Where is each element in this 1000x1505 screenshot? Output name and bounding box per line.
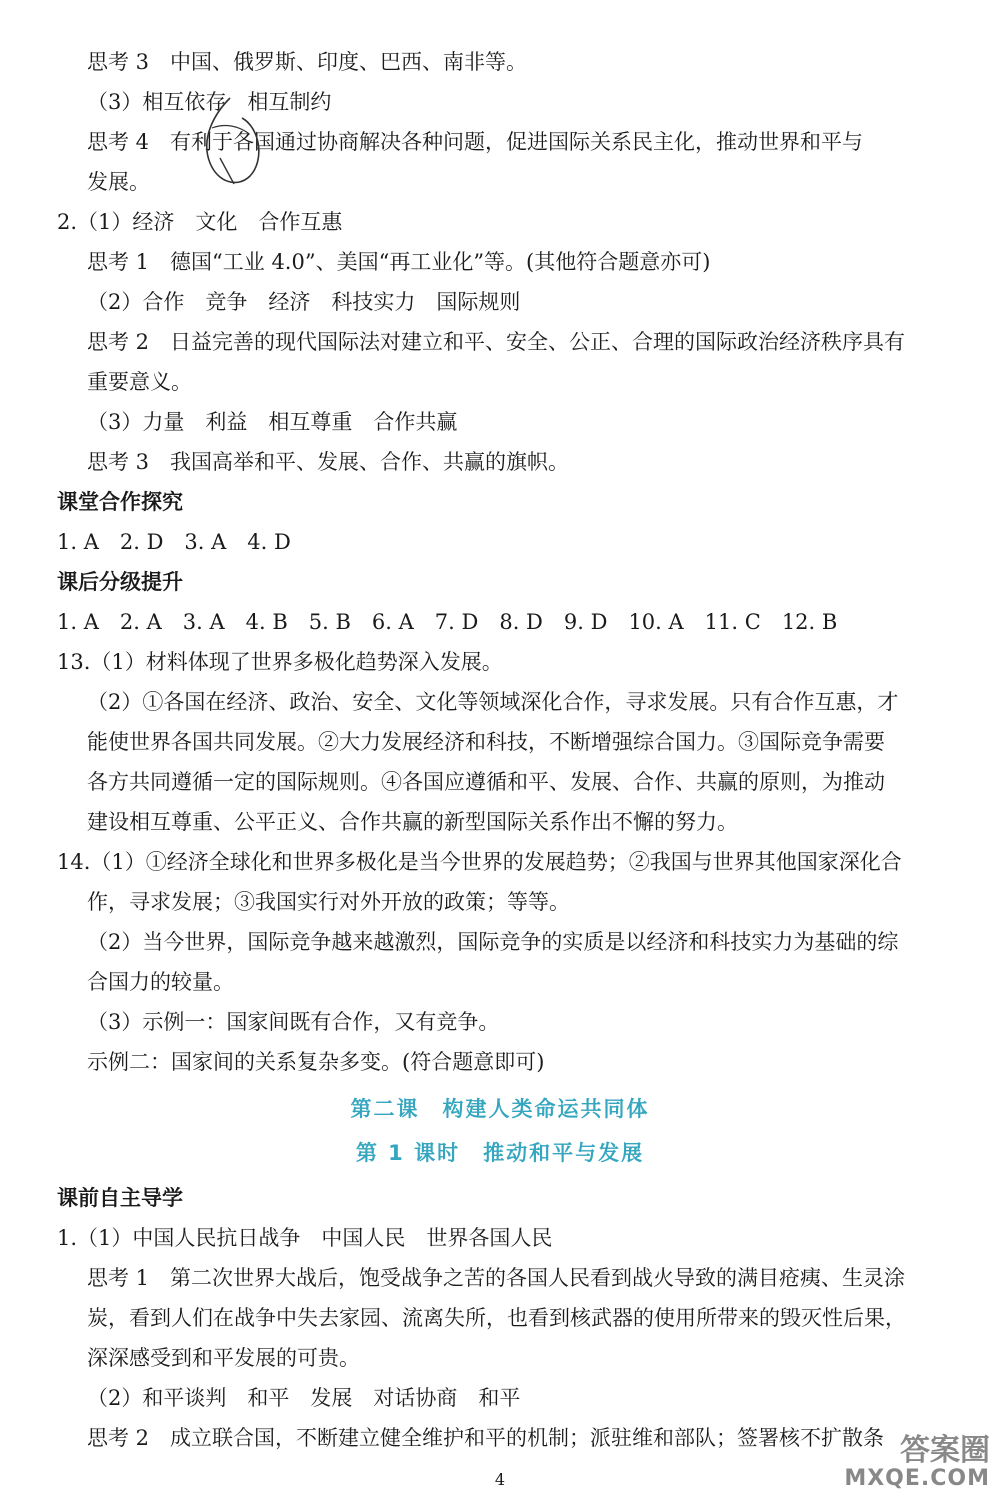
- text-line: 13.（1）材料体现了世界多极化趋势深入发展。: [57, 650, 503, 674]
- section-heading: 课后分级提升: [57, 569, 183, 594]
- text-line: （3）示例一：国家间既有合作，又有竞争。: [87, 1010, 500, 1034]
- text-line: 思考 2 日益完善的现代国际法对建立和平、安全、公正、合理的国际政治经济秩序具有: [87, 330, 906, 354]
- text-line: （3）力量 利益 相互尊重 合作共赢: [87, 410, 458, 434]
- text-line: 1. A 2. A 3. A 4. B 5. B 6. A 7. D 8. D 9. D 10. A 11. C 12. B: [57, 610, 838, 634]
- text-line: 重要意义。: [87, 370, 192, 394]
- page-number: 4: [494, 1470, 506, 1489]
- text-line: 建设相互尊重、公平正义、合作共赢的新型国际关系作出不懈的努力。: [87, 810, 738, 834]
- text-line: （3）相互依存 相互制约: [87, 90, 332, 114]
- text-line: （2）合作 竞争 经济 科技实力 国际规则: [87, 290, 521, 314]
- text-line: 14.（1）①经济全球化和世界多极化是当今世界的发展趋势；②我国与世界其他国家深化合: [57, 850, 902, 874]
- text-line: 思考 3 我国高举和平、发展、合作、共赢的旗帜。: [87, 450, 570, 474]
- section-heading: 课堂合作探究: [57, 489, 183, 514]
- text-line: 能使世界各国共同发展。②大力发展经济和科技，不断增强综合国力。③国际竞争需要: [87, 730, 885, 754]
- text-line: （2）当今世界，国际竞争越来越激烈，国际竞争的实质是以经济和科技实力为基础的综: [87, 930, 899, 954]
- pencil-scribble: [190, 88, 300, 198]
- text-line: 思考 3 中国、俄罗斯、印度、巴西、南非等。: [87, 50, 528, 74]
- watermark: [844, 1435, 990, 1491]
- text-line: 思考 1 第二次世界大战后，饱受战争之苦的各国人民看到战火导致的满目疮痍、生灵涂: [87, 1266, 906, 1290]
- text-line: 各方共同遵循一定的国际规则。④各国应遵循和平、发展、合作、共赢的原则，为推动: [87, 770, 885, 794]
- text-line: （2）和平谈判 和平 发展 对话协商 和平: [87, 1386, 521, 1410]
- text-line: 1.（1）中国人民抗日战争 中国人民 世界各国人民: [57, 1226, 553, 1250]
- lesson-title: 第二课 构建人类命运共同体: [350, 1097, 650, 1121]
- text-line: 深深感受到和平发展的可贵。: [87, 1346, 360, 1370]
- period-title: 第 1 课时 推动和平与发展: [355, 1141, 645, 1165]
- text-line: 炭，看到人们在战争中失去家园、流离失所，也看到核武器的使用所带来的毁灭性后果，: [87, 1306, 906, 1330]
- watermark-url: MXQE.COM: [844, 1466, 990, 1491]
- text-line: （2）①各国在经济、政治、安全、文化等领域深化合作，寻求发展。只有合作互惠，才: [87, 690, 899, 714]
- section-heading: 课前自主导学: [57, 1185, 183, 1210]
- text-line: 2.（1）经济 文化 合作互惠: [57, 210, 343, 234]
- text-line: 作，寻求发展；③我国实行对外开放的政策；等等。: [87, 890, 570, 914]
- text-line: 思考 2 成立联合国，不断建立健全维护和平的机制；派驻维和部队；签署核不扩散条: [87, 1426, 885, 1450]
- text-line: 1. A 2. D 3. A 4. D: [57, 530, 291, 554]
- text-line: 思考 4 有利于各国通过协商解决各种问题，促进国际关系民主化，推动世界和平与: [87, 130, 864, 154]
- text-line: 思考 1 德国“工业 4.0”、美国“再工业化”等。(其他符合题意亦可): [87, 250, 711, 274]
- text-line: 示例二：国家间的关系复杂多变。(符合题意即可): [87, 1050, 545, 1074]
- text-line: 发展。: [87, 170, 150, 194]
- watermark-logo: 答案圈: [900, 1433, 990, 1468]
- text-line: 合国力的较量。: [87, 970, 234, 994]
